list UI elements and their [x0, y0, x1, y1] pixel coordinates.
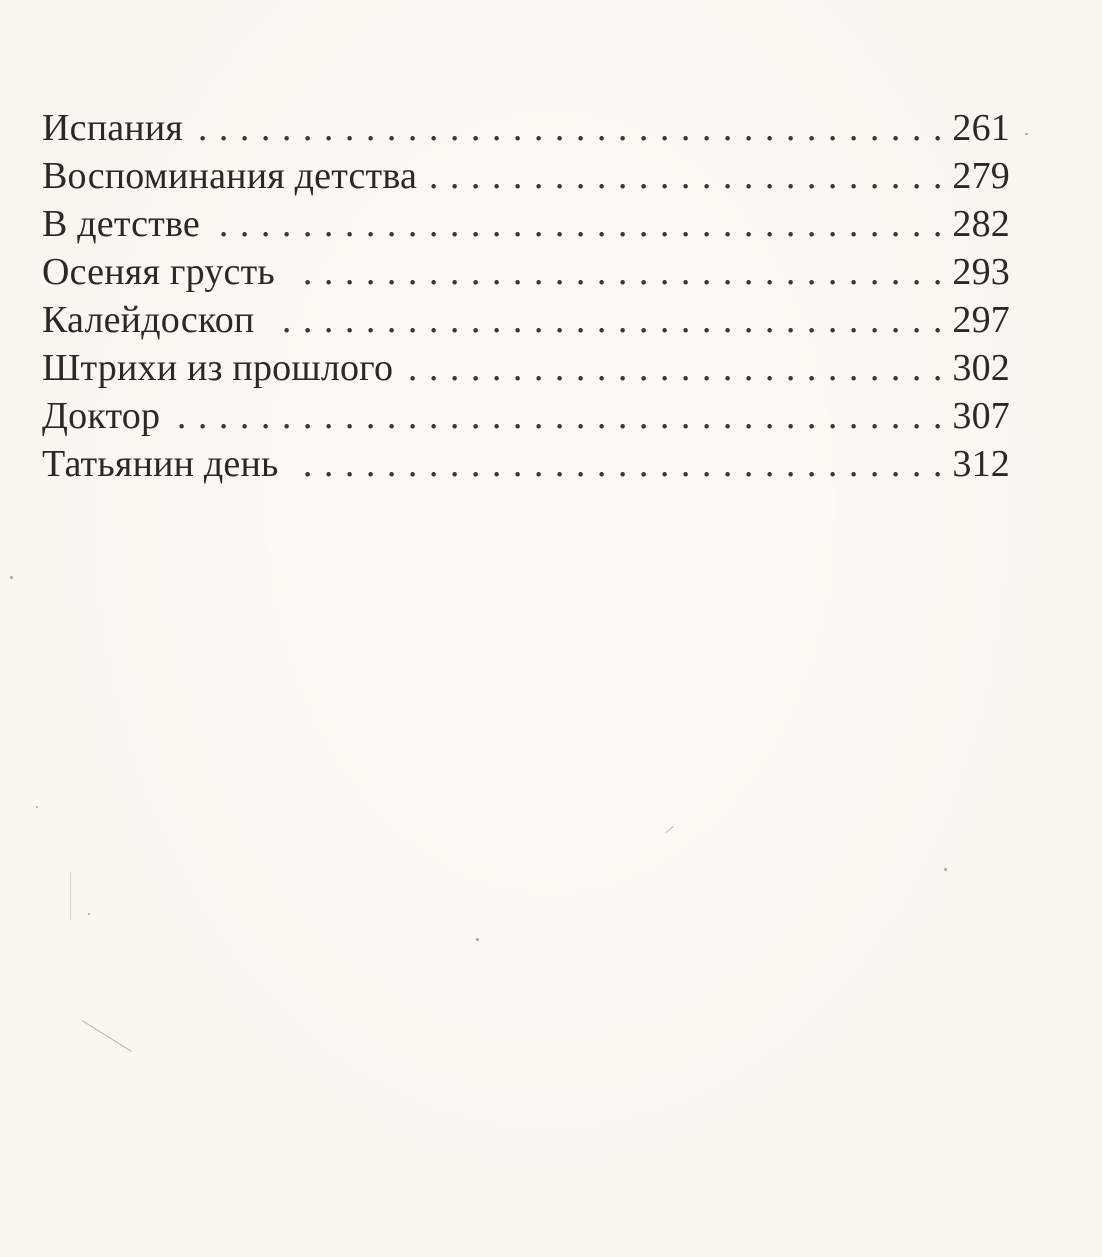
- toc-entry-page-number: 312: [952, 443, 1010, 485]
- toc-entry-page-number: 282: [952, 203, 1010, 245]
- scan-scratch: [70, 872, 71, 920]
- dot-leader: [293, 440, 943, 488]
- scan-speck: [10, 576, 13, 579]
- scan-speck: [1025, 133, 1028, 135]
- dot-leader: [268, 296, 942, 344]
- scan-scratch: [82, 1020, 132, 1052]
- dot-leader: [174, 392, 942, 440]
- toc-entry: [42, 104, 1010, 152]
- scan-speck: [88, 913, 90, 915]
- dot-leader: [197, 104, 942, 152]
- toc-entry-page-number: 302: [952, 347, 1010, 389]
- dot-leader: [214, 200, 942, 248]
- dot-leader: [431, 152, 942, 200]
- scan-scratch: [666, 826, 674, 833]
- toc-entry-page-number: 293: [952, 251, 1010, 293]
- dot-leader: [407, 344, 942, 392]
- toc-entry-page-number: 279: [952, 155, 1010, 197]
- toc-entry: [42, 344, 1010, 392]
- toc-entry-title: Осеняя грусть: [42, 251, 275, 293]
- toc-entry-title: Штрихи из прошлого: [42, 347, 394, 389]
- toc-entry-title: Татьянин день: [42, 443, 279, 485]
- toc-entry-page-number: 261: [952, 107, 1010, 149]
- dot-leader: [289, 248, 942, 296]
- toc-entry: [42, 248, 1010, 296]
- toc-entry-page-number: 307: [952, 395, 1010, 437]
- scan-speck: [476, 938, 479, 941]
- toc-entry-title: Воспоминания детства: [42, 155, 418, 197]
- toc-entry: [42, 392, 1010, 440]
- toc-entry-title: В детстве: [42, 203, 200, 245]
- toc-entry: [42, 152, 1010, 200]
- table-of-contents: [42, 104, 1010, 488]
- toc-entry-title: Испания: [42, 107, 184, 149]
- toc-entry-title: Доктор: [42, 395, 161, 437]
- toc-entry-title: Калейдоскоп: [42, 299, 255, 341]
- scan-speck: [36, 806, 38, 808]
- toc-entry: [42, 200, 1010, 248]
- scan-speck: [944, 868, 947, 871]
- toc-entry: [42, 296, 1010, 344]
- toc-entry: [42, 440, 1010, 488]
- toc-entry-page-number: 297: [952, 299, 1010, 341]
